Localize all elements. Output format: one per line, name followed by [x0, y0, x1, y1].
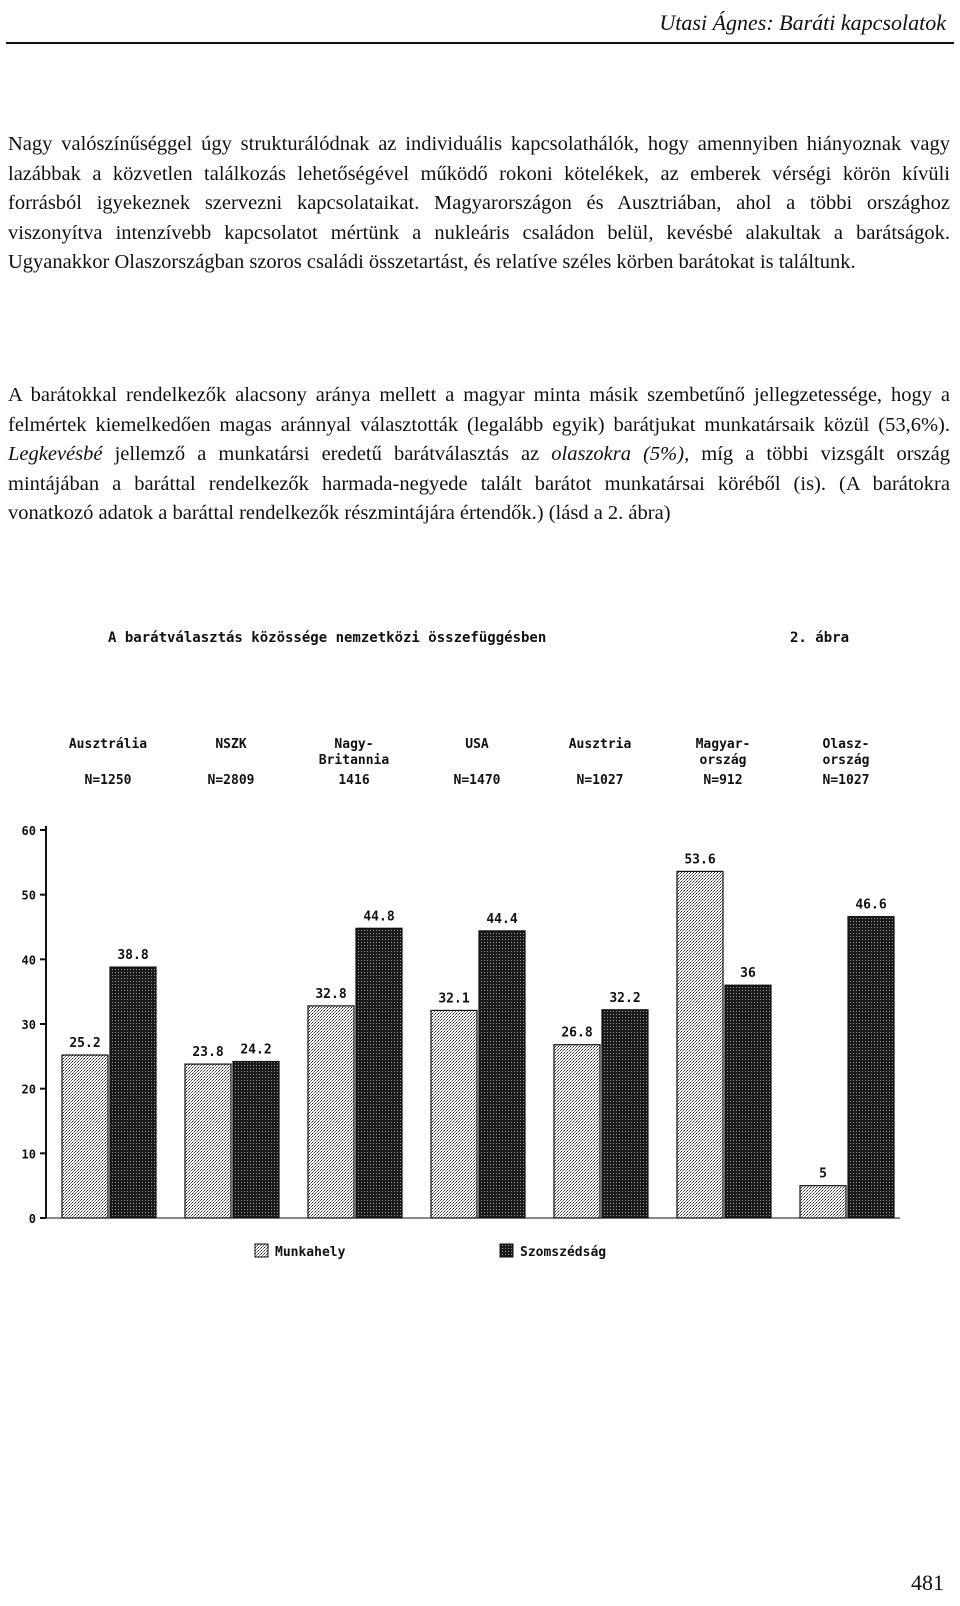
bar-szomszedsag	[848, 917, 894, 1218]
bar-value-label: 25.2	[69, 1036, 101, 1052]
category-name-label: Ausztria	[568, 737, 632, 752]
legend-label: Szomszédság	[520, 1245, 607, 1260]
paragraph-2-text-a: A barátokkal rendelkezők alacsony aránya mellett a magyar minta másik szembetűnő jellegzetessége, hogy a felmértek kiemelkedően magas aránnyal választották (legalább egyik) barátjukat munkatársaik közül (53,6%).	[8, 384, 950, 436]
bar-value-label: 26.8	[561, 1025, 593, 1041]
category-name-label: USA	[465, 737, 489, 752]
y-tick-label: 50	[21, 888, 36, 903]
paragraph-2	[8, 381, 950, 529]
category-n-label: N=2809	[207, 773, 255, 788]
paragraph-1: Nagy valószínűséggel úgy strukturálódnak az individuális kapcsolathálók, hogy amennyiben hiányoznak vagy lazábbak a közvetlen találkozás lehetőségével működő rokoni kötelékek, az emberek vérségi körön kívüli forrásból igyekeznek szervezni kapcsolataikat. Magyarországon és Ausztriában, ahol a többi országhoz viszonyítva intenzívebb kapcsolatot mértünk a nukleáris családon belül, kevésbé alakultak a barátságok. Ugyanakkor Olaszországban szoros családi összetartást, és relatíve széles körben barátokat is találtunk.	[8, 133, 950, 273]
paragraph-2-text-b: jellemző a munkatársi eredetű barátválasztás az	[102, 443, 552, 465]
bar-szomszedsag	[233, 1062, 279, 1218]
bar-value-label: 53.6	[684, 852, 716, 868]
category-n-label: N=1027	[822, 773, 870, 788]
category-n-label: N=912	[703, 773, 743, 788]
legend-swatch	[255, 1244, 268, 1257]
paragraph-2-text-c: míg a többi vizsgált ország mintájában a baráttal rendelkezők harmada-negyede talált barátot munkatársai köréből (is). (A barátokra vonatkozó adatok a baráttal rendelkezők részmintájára értendők.) (lásd a 2. ábra)	[8, 443, 950, 524]
bar-value-label: 5	[819, 1166, 827, 1182]
y-tick-label: 20	[21, 1082, 36, 1097]
paragraph-2-italic-a: Legkevésbé	[8, 443, 103, 465]
category-n-label: N=1027	[576, 773, 624, 788]
figure-2-chart	[0, 620, 960, 1300]
bar-value-label: 23.8	[192, 1045, 224, 1061]
bar-chart-svg	[0, 620, 960, 1300]
chart-title: A barátválasztás közössége nemzetközi összefüggésben	[108, 630, 547, 646]
bar-value-label: 24.2	[240, 1042, 272, 1058]
category-name-label: Ausztrália	[68, 737, 148, 752]
running-title: Utasi Ágnes: Baráti kapcsolatok	[659, 10, 946, 35]
paragraph-2-italic-b: olaszokra (5%),	[551, 443, 690, 465]
bar-munkahely	[308, 1006, 354, 1218]
bar-munkahely	[431, 1010, 477, 1218]
bar-value-label: 32.8	[315, 986, 347, 1002]
bar-value-label: 32.1	[438, 991, 470, 1007]
page-number: 481	[911, 1570, 944, 1595]
category-n-label: N=1250	[84, 773, 132, 788]
category-name-label: ország	[699, 753, 747, 768]
bar-munkahely	[554, 1045, 600, 1218]
bar-szomszedsag	[479, 931, 525, 1218]
y-tick-label: 0	[28, 1212, 36, 1226]
bar-munkahely	[677, 871, 723, 1218]
legend-label: Munkahely	[275, 1245, 346, 1260]
y-tick-label: 40	[21, 953, 36, 968]
category-name-label: Olasz-	[822, 737, 870, 752]
bar-munkahely	[185, 1064, 231, 1218]
bar-value-label: 44.8	[363, 909, 395, 925]
y-tick-label: 60	[21, 824, 36, 838]
category-name-label: NSZK	[215, 737, 247, 752]
legend-swatch	[500, 1244, 513, 1257]
bar-value-label: 32.2	[609, 990, 641, 1006]
header-rule	[6, 42, 954, 44]
category-n-label: N=1470	[453, 773, 501, 788]
bar-munkahely	[62, 1055, 108, 1218]
bar-szomszedsag	[110, 967, 156, 1218]
y-tick-label: 30	[21, 1018, 36, 1032]
category-name-label: Britannia	[318, 753, 390, 768]
bar-munkahely	[800, 1186, 846, 1218]
figure-label: 2. ábra	[790, 630, 850, 646]
bar-szomszedsag	[602, 1010, 648, 1218]
category-n-label: 1416	[338, 773, 370, 788]
bar-szomszedsag	[356, 928, 402, 1218]
bar-value-label: 36	[740, 966, 756, 982]
category-name-label: Nagy-	[334, 737, 374, 752]
bar-value-label: 46.6	[855, 897, 887, 913]
bar-szomszedsag	[725, 985, 771, 1218]
page-header	[0, 6, 960, 42]
y-tick-label: 10	[21, 1147, 36, 1162]
bar-value-label: 38.8	[117, 948, 149, 964]
bar-value-label: 44.4	[486, 911, 518, 927]
category-name-label: Magyar-	[695, 737, 751, 752]
category-name-label: ország	[822, 753, 870, 768]
